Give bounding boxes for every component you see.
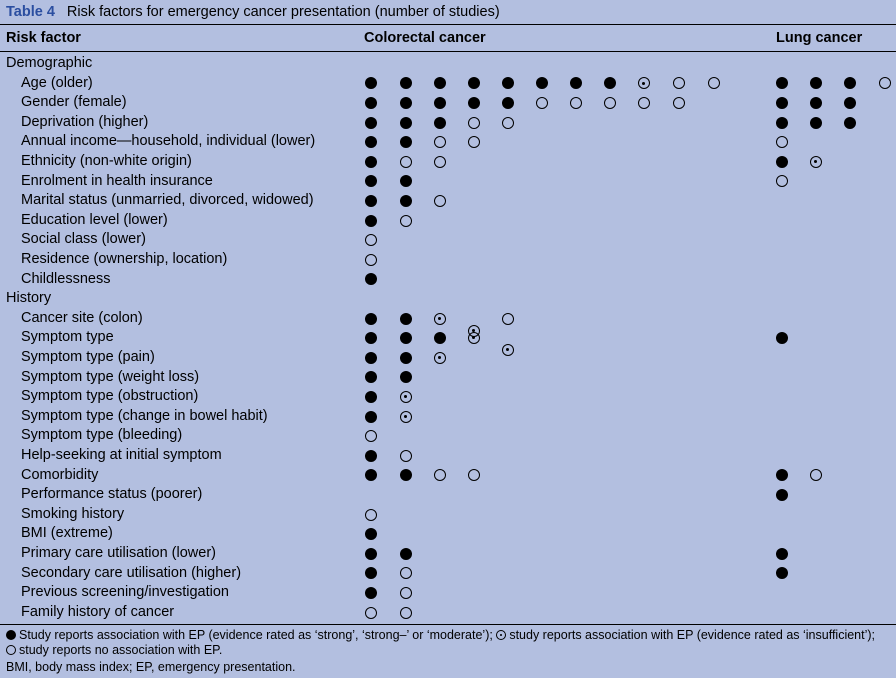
risk-factor-label: Symptom type (change in bowel habit) <box>21 407 268 424</box>
legend-open-text: study reports no association with EP. <box>19 643 223 657</box>
table-row <box>0 407 896 427</box>
risk-factor-label: Marital status (unmarried, divorced, widowed) <box>21 192 314 209</box>
colorectal-filled-circle-icon <box>400 195 412 207</box>
colorectal-open-circle-icon <box>400 567 412 579</box>
risk-factor-label: Secondary care utilisation (higher) <box>21 564 242 581</box>
lung-filled-circle-icon <box>776 77 788 89</box>
risk-factor-label: Deprivation (higher) <box>21 113 149 130</box>
risk-factor-label: Symptom type <box>21 329 114 346</box>
colorectal-filled-circle-icon <box>570 77 582 89</box>
lung-filled-circle-icon <box>776 469 788 481</box>
table-caption: Risk factors for emergency cancer presentation (number of studies) <box>66 4 500 20</box>
colorectal-open-circle-icon <box>400 607 412 619</box>
colorectal-filled-circle-icon <box>400 332 412 344</box>
colorectal-filled-circle-icon <box>365 156 377 168</box>
colorectal-filled-circle-icon <box>468 97 480 109</box>
table-row <box>0 485 896 505</box>
risk-factor-label: Annual income—household, individual (lower) <box>21 133 316 150</box>
colorectal-filled-circle-icon <box>365 332 377 344</box>
colorectal-filled-circle-icon <box>365 175 377 187</box>
table-row <box>0 446 896 466</box>
colorectal-filled-circle-icon <box>400 77 412 89</box>
colorectal-open-circle-icon <box>434 469 446 481</box>
risk-factor-label: Primary care utilisation (lower) <box>21 545 216 561</box>
colorectal-filled-circle-icon <box>536 77 548 89</box>
table-row <box>0 132 896 152</box>
table-row <box>0 211 896 231</box>
colorectal-open-circle-icon <box>365 234 377 246</box>
lung-open-circle-icon <box>776 136 788 148</box>
lung-filled-circle-icon <box>844 77 856 89</box>
table-row <box>0 191 896 211</box>
table-row <box>0 348 896 368</box>
colorectal-filled-circle-icon <box>365 117 377 129</box>
colorectal-filled-circle-icon <box>365 352 377 364</box>
colorectal-filled-circle-icon <box>365 391 377 403</box>
risk-factor-label: Symptom type (bleeding) <box>21 427 183 444</box>
table-row <box>0 152 896 172</box>
footnote-legend <box>6 628 890 658</box>
colorectal-filled-circle-icon <box>365 136 377 148</box>
colorectal-open-circle-icon <box>502 313 514 325</box>
risk-factor-label: Symptom type (weight loss) <box>21 368 200 385</box>
footnote-abbreviations: BMI, body mass index; EP, emergency presentation. <box>6 660 296 674</box>
table-row <box>0 113 896 133</box>
colorectal-filled-circle-icon <box>400 117 412 129</box>
colorectal-open-circle-icon <box>673 77 685 89</box>
section-label: Demographic <box>6 55 93 71</box>
risk-factor-label: Comorbidity <box>21 466 99 483</box>
colorectal-filled-circle-icon <box>365 587 377 599</box>
risk-factor-label: Residence (ownership, location) <box>21 251 228 267</box>
colorectal-filled-circle-icon <box>365 97 377 109</box>
colorectal-filled-circle-icon <box>365 450 377 462</box>
risk-factor-label: Childlessness <box>21 270 111 287</box>
table-row <box>0 172 896 192</box>
risk-factor-label: Cancer site (colon) <box>21 309 143 326</box>
risk-factor-label: Age (older) <box>21 74 93 91</box>
colorectal-open-circle-icon <box>502 117 514 129</box>
colorectal-filled-circle-icon <box>468 77 480 89</box>
colorectal-filled-circle-icon <box>365 215 377 227</box>
colorectal-filled-circle-icon <box>365 528 377 540</box>
table-row <box>0 309 896 329</box>
table-row <box>0 544 896 564</box>
colorectal-open-circle-icon <box>365 607 377 619</box>
table-row <box>0 524 896 544</box>
colorectal-filled-circle-icon <box>365 411 377 423</box>
lung-filled-circle-icon <box>776 548 788 560</box>
colorectal-dotted-circle-icon <box>400 391 412 403</box>
colorectal-open-circle-icon <box>434 195 446 207</box>
lung-open-circle-icon <box>879 77 891 89</box>
table-row <box>0 564 896 584</box>
legend-dot-text: study reports association with EP (evidence rated as ‘insufficient’); <box>509 628 876 642</box>
lung-filled-circle-icon <box>776 489 788 501</box>
lung-dotted-circle-icon <box>810 156 822 168</box>
lung-filled-circle-icon <box>776 332 788 344</box>
colorectal-filled-circle-icon <box>365 548 377 560</box>
header-risk-factor: Risk factor <box>6 30 81 46</box>
colorectal-open-circle-icon <box>400 587 412 599</box>
lung-filled-circle-icon <box>776 117 788 129</box>
colorectal-filled-circle-icon <box>400 175 412 187</box>
colorectal-open-circle-icon <box>365 254 377 266</box>
table-row <box>0 387 896 407</box>
colorectal-filled-circle-icon <box>400 371 412 383</box>
top-rule <box>0 24 896 25</box>
lung-filled-circle-icon <box>810 97 822 109</box>
colorectal-open-circle-icon <box>400 215 412 227</box>
colorectal-open-circle-icon <box>468 469 480 481</box>
colorectal-filled-circle-icon <box>434 97 446 109</box>
colorectal-filled-circle-icon <box>365 567 377 579</box>
colorectal-filled-circle-icon <box>502 77 514 89</box>
colorectal-filled-circle-icon <box>365 313 377 325</box>
lung-filled-circle-icon <box>776 156 788 168</box>
open-circle-icon <box>6 645 16 655</box>
colorectal-filled-circle-icon <box>400 97 412 109</box>
risk-factor-label: Previous screening/investigation <box>21 584 229 601</box>
colorectal-open-circle-icon <box>365 509 377 521</box>
colorectal-open-circle-icon <box>434 136 446 148</box>
colorectal-open-circle-icon <box>468 117 480 129</box>
table-row <box>0 93 896 113</box>
section-row <box>0 54 896 74</box>
colorectal-open-circle-icon <box>570 97 582 109</box>
table-row <box>0 250 896 270</box>
risk-factor-label: Performance status (poorer) <box>21 486 203 503</box>
colorectal-filled-circle-icon <box>365 77 377 89</box>
colorectal-open-circle-icon <box>400 156 412 168</box>
colorectal-filled-circle-icon <box>365 195 377 207</box>
table-row <box>0 328 896 348</box>
colorectal-filled-circle-icon <box>365 371 377 383</box>
risk-factor-label: Smoking history <box>21 505 125 522</box>
colorectal-filled-circle-icon <box>400 548 412 560</box>
lung-filled-circle-icon <box>776 97 788 109</box>
table-row <box>0 270 896 290</box>
colorectal-open-circle-icon <box>536 97 548 109</box>
lung-filled-circle-icon <box>810 77 822 89</box>
dotted-circle-icon <box>496 630 506 640</box>
risk-factor-label: Symptom type (obstruction) <box>21 388 199 405</box>
table-label: Table 4 <box>6 4 55 20</box>
legend-filled-text: Study reports association with EP (evidence rated as ‘strong’, ‘strong–’ or ‘moderate’); <box>19 628 493 642</box>
risk-factor-label: Enrolment in health insurance <box>21 172 213 189</box>
table-row <box>0 603 896 623</box>
table-row <box>0 426 896 446</box>
colorectal-open-circle-icon <box>604 97 616 109</box>
table-row <box>0 74 896 94</box>
colorectal-dotted-circle-icon <box>400 411 412 423</box>
colorectal-open-circle-icon <box>365 430 377 442</box>
section-row <box>0 289 896 309</box>
colorectal-filled-circle-icon <box>434 77 446 89</box>
colorectal-filled-circle-icon <box>365 469 377 481</box>
lung-open-circle-icon <box>810 469 822 481</box>
colorectal-open-circle-icon <box>468 136 480 148</box>
colorectal-open-circle-icon <box>673 97 685 109</box>
colorectal-open-circle-icon <box>708 77 720 89</box>
risk-factor-label: Social class (lower) <box>21 231 146 248</box>
risk-factor-label: Symptom type (pain) <box>21 349 155 365</box>
colorectal-filled-circle-icon <box>400 352 412 364</box>
table-row <box>0 466 896 486</box>
colorectal-filled-circle-icon <box>604 77 616 89</box>
colorectal-filled-circle-icon <box>365 273 377 285</box>
colorectal-filled-circle-icon <box>434 117 446 129</box>
colorectal-open-circle-icon <box>434 156 446 168</box>
header-rule <box>0 51 896 52</box>
table-row <box>0 230 896 250</box>
colorectal-open-circle-icon <box>400 450 412 462</box>
risk-factor-label: Education level (lower) <box>21 211 168 228</box>
colorectal-filled-circle-icon <box>400 469 412 481</box>
lung-filled-circle-icon <box>844 97 856 109</box>
colorectal-filled-circle-icon <box>400 313 412 325</box>
header-lung: Lung cancer <box>776 30 863 46</box>
colorectal-dotted-circle-icon <box>434 352 446 364</box>
colorectal-filled-circle-icon <box>502 97 514 109</box>
risk-factor-label: Gender (female) <box>21 94 127 111</box>
lung-filled-circle-icon <box>776 567 788 579</box>
colorectal-filled-circle-icon <box>400 136 412 148</box>
risk-factor-label: Help-seeking at initial symptom <box>21 447 222 463</box>
table-row <box>0 505 896 525</box>
lung-filled-circle-icon <box>844 117 856 129</box>
colorectal-dotted-circle-icon <box>434 313 446 325</box>
bottom-rule <box>0 624 896 625</box>
table-title <box>6 3 500 22</box>
filled-circle-icon <box>6 630 16 640</box>
risk-factor-label: Family history of cancer <box>21 603 175 620</box>
colorectal-dotted-circle-icon <box>638 77 650 89</box>
header-colorectal: Colorectal cancer <box>364 30 486 46</box>
risk-factor-label: BMI (extreme) <box>21 525 113 542</box>
colorectal-filled-circle-icon <box>434 332 446 344</box>
table-row <box>0 583 896 603</box>
lung-open-circle-icon <box>776 175 788 187</box>
table-row <box>0 368 896 388</box>
risk-factor-label: Ethnicity (non-white origin) <box>21 153 192 169</box>
colorectal-dotted-circle-icon <box>468 332 480 344</box>
colorectal-open-circle-icon <box>638 97 650 109</box>
lung-filled-circle-icon <box>810 117 822 129</box>
section-label: History <box>6 290 52 307</box>
